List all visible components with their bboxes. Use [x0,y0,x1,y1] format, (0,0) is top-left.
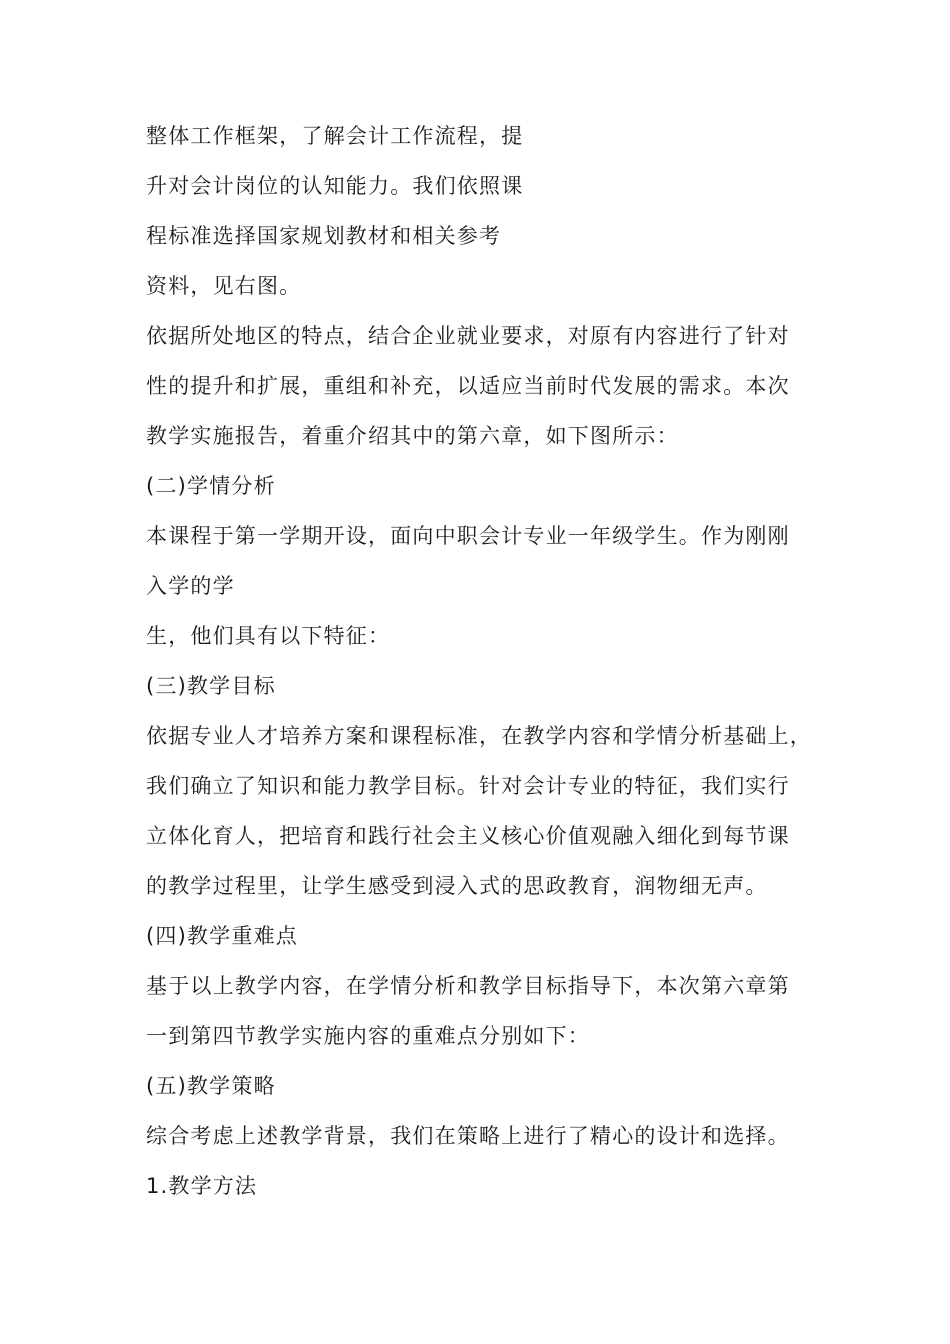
paragraph-line: 本课程于第一学期开设，面向中职会计专业一年级学生。作为刚刚 [146,524,790,548]
paragraph-line: 依据专业人才培养方案和课程标准，在教学内容和学情分析基础上， [146,724,812,748]
paragraph-line: 的教学过程里，让学生感受到浸入式的思政教育，润物细无声。 [146,874,768,898]
paragraph-line: 生，他们具有以下特征： [146,624,391,648]
section-heading: (三)教学目标 [146,674,276,698]
paragraph-line: 入学的学 [146,574,235,598]
paragraph-line: 整体工作框架，了解会计工作流程，提 [146,124,524,148]
paragraph-line: 立体化育人，把培育和践行社会主义核心价值观融入细化到每节课 [146,824,790,848]
section-heading: (五)教学策略 [146,1074,276,1098]
paragraph-line: 程标准选择国家规划教材和相关参考 [146,224,502,248]
paragraph-line: 资料，见右图。 [146,274,302,298]
paragraph-line: 性的提升和扩展，重组和补充，以适应当前时代发展的需求。本次 [146,374,790,398]
paragraph-line: 依据所处地区的特点，结合企业就业要求，对原有内容进行了针对 [146,324,790,348]
subsection-heading: 1.教学方法 [146,1174,258,1198]
paragraph-line: 综合考虑上述教学背景，我们在策略上进行了精心的设计和选择。 [146,1124,790,1148]
paragraph-line: 一到第四节教学实施内容的重难点分别如下： [146,1024,590,1048]
paragraph-line: 基于以上教学内容，在学情分析和教学目标指导下，本次第六章第 [146,974,790,998]
section-heading: (二)学情分析 [146,474,276,498]
paragraph-line: 教学实施报告，着重介绍其中的第六章，如下图所示： [146,424,679,448]
paragraph-line: 我们确立了知识和能力教学目标。针对会计专业的特征，我们实行 [146,774,790,798]
section-heading: (四)教学重难点 [146,924,298,948]
paragraph-line: 升对会计岗位的认知能力。我们依照课 [146,174,524,198]
